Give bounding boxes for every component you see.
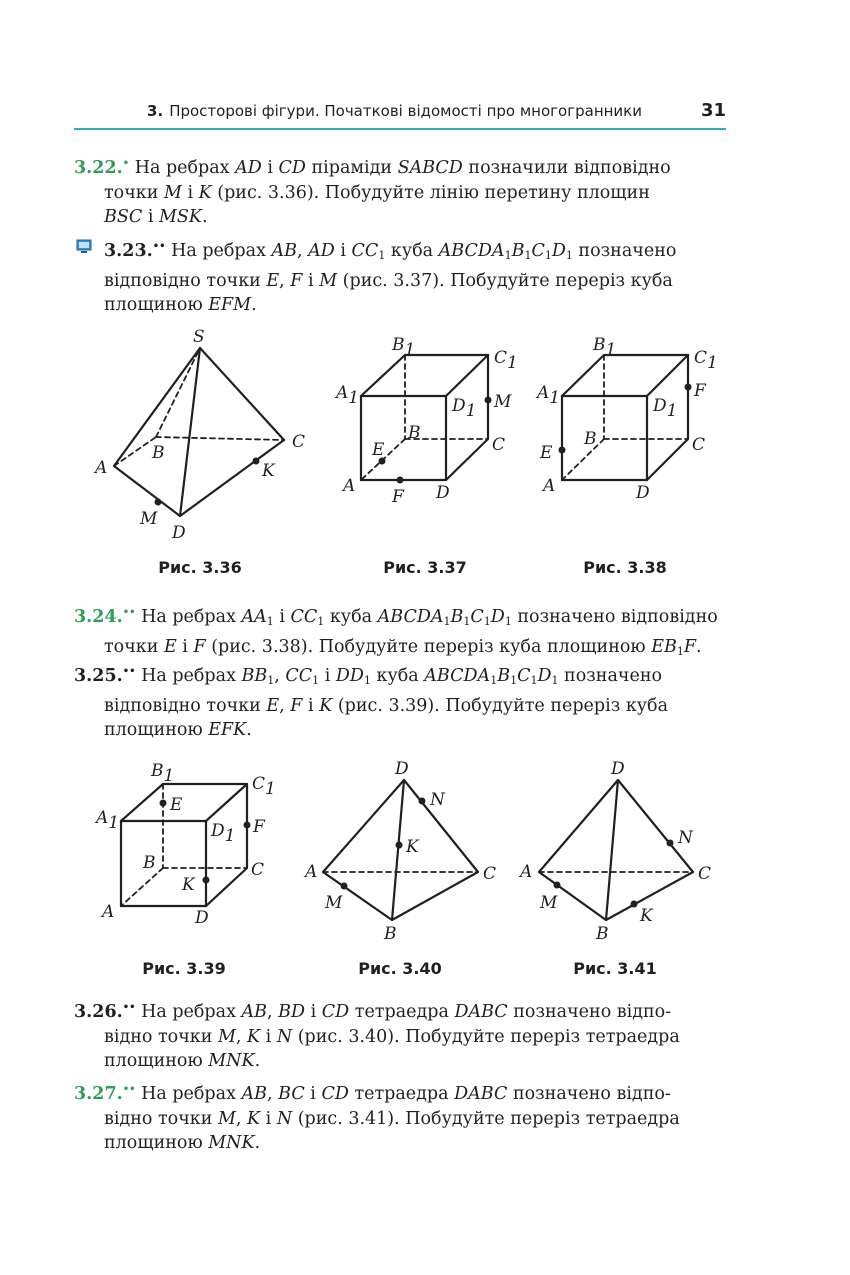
chapter-number: 3. <box>147 102 164 120</box>
label-b1: B1 <box>392 335 416 360</box>
label-f: F <box>392 487 404 507</box>
label-c: C <box>698 864 712 884</box>
problem-line: точки E і F (рис. 3.38). Побудуйте переріз куба площиною $EB_1F$. <box>104 636 702 658</box>
label-a: A <box>343 476 356 496</box>
caption-3-39: Рис. 3.39 <box>142 959 226 978</box>
caption-3-36: Рис. 3.36 <box>158 558 242 577</box>
problem-line: 3.25.•• На ребрах $BB_1$, $CC_1$ і $DD_1$ куба $ABCDA_1B_1C_1D_1$ позначено <box>74 666 663 687</box>
chapter-title-text: Просторові фігури. Початкові відомості про многогранники <box>169 102 642 120</box>
label-d1: D1 <box>452 396 477 421</box>
caption-3-37: Рис. 3.37 <box>383 558 467 577</box>
label-d: D <box>436 483 450 503</box>
label-b1: B1 <box>151 761 175 786</box>
problem-line: точки M і K (рис. 3.36). Побудуйте лінію перетину площин <box>104 182 650 203</box>
label-n: N <box>678 828 693 848</box>
label-n: N <box>430 790 445 810</box>
problem-line: відно точки M, K і N (рис. 3.41). Побудуйте переріз тетраедра <box>104 1108 680 1129</box>
label-d: D <box>636 483 650 503</box>
label-d: D <box>172 523 186 543</box>
label-e: E <box>372 440 385 460</box>
problem-number: 3.23.•• <box>104 241 166 261</box>
problem-number: 3.25.•• <box>74 666 136 686</box>
label-a: A <box>102 902 115 922</box>
figure-3-39 <box>94 761 276 928</box>
problem-number: 3.26.•• <box>74 1002 136 1022</box>
label-a1: A1 <box>336 383 360 408</box>
label-b: B <box>584 429 597 449</box>
point-k <box>631 901 638 908</box>
problem-number: 3.22.• <box>74 158 130 178</box>
caption-3-40: Рис. 3.40 <box>358 959 442 978</box>
label-s: S <box>193 327 205 347</box>
label-k: K <box>262 461 275 481</box>
caption-3-38: Рис. 3.38 <box>583 558 667 577</box>
label-c1: C1 <box>252 774 276 799</box>
label-b: B <box>384 924 397 944</box>
problem-line: 3.26.•• На ребрах AB, BD і CD тетраедра DABC позначено відпо- <box>74 1002 672 1022</box>
problem-line: BSC і MSK. <box>104 207 208 227</box>
problem-line: площиною EFK. <box>104 720 252 740</box>
label-c: C <box>251 860 265 880</box>
label-c: C <box>292 432 306 452</box>
label-a1: A1 <box>537 383 561 408</box>
problem-line: відно точки M, K і N (рис. 3.40). Побудуйте переріз тетраедра <box>104 1026 680 1047</box>
problem-line: 3.23.•• На ребрах AB, AD і $CC_1$ куба $ABCDA_1B_1C_1D_1$ позначено <box>104 241 677 262</box>
problem-line: відповідно точки E, F і K (рис. 3.39). Побудуйте переріз куба <box>104 695 669 716</box>
label-b: B <box>408 423 421 443</box>
problem-line: площиною MNK. <box>104 1133 261 1153</box>
label-c: C <box>492 435 506 455</box>
label-d1: D1 <box>653 396 678 421</box>
problem-line: відповідно точки E, F і M (рис. 3.37). Побудуйте переріз куба <box>104 270 673 291</box>
label-m: M <box>540 893 558 913</box>
point-k <box>396 842 403 849</box>
label-m: M <box>325 893 343 913</box>
label-f: F <box>253 817 265 837</box>
point-m <box>554 882 561 889</box>
label-a: A <box>520 862 533 882</box>
label-b: B <box>152 443 165 463</box>
label-d: D <box>611 759 625 779</box>
label-d1: D1 <box>211 821 236 846</box>
label-b: B <box>596 924 609 944</box>
caption-3-41: Рис. 3.41 <box>573 959 657 978</box>
label-a: A <box>95 458 108 478</box>
label-c: C <box>692 435 706 455</box>
label-k: K <box>406 837 419 857</box>
problem-number: 3.24.•• <box>74 607 136 627</box>
label-c: C <box>483 864 497 884</box>
problem-3-27 <box>74 1078 726 1156</box>
problem-line: площиною EFM. <box>104 295 257 315</box>
point-f <box>244 822 251 829</box>
label-k: K <box>182 875 195 895</box>
label-c1: C1 <box>494 348 518 373</box>
label-a: A <box>305 862 318 882</box>
problem-line: площиною MNK. <box>104 1051 261 1071</box>
label-m: M <box>494 392 512 412</box>
label-e: E <box>170 795 183 815</box>
point-n <box>667 840 674 847</box>
figure-3-41 <box>518 759 711 944</box>
problem-line: 3.27.•• На ребрах AB, BC і CD тетраедра DABC позначено відпо- <box>74 1084 671 1104</box>
page-number: 31 <box>700 100 726 121</box>
label-a: A <box>543 476 556 496</box>
label-e: E <box>540 443 553 463</box>
label-d: D <box>395 759 409 779</box>
label-f: F <box>694 381 706 401</box>
problem-line: 3.24.•• На ребрах $AA_1$ і $CC_1$ куба $ABCDA_1B_1C_1D_1$ позначено відповідно <box>74 607 718 628</box>
problem-3-26 <box>74 996 726 1074</box>
point-n <box>419 798 426 805</box>
label-a1: A1 <box>96 808 120 833</box>
point-e <box>160 800 167 807</box>
label-c1: C1 <box>694 348 718 373</box>
figure-3-40 <box>303 759 496 944</box>
point-m <box>341 883 348 890</box>
point-k <box>203 877 210 884</box>
label-b: B <box>143 853 156 873</box>
problem-line: 3.22.• На ребрах AD і CD піраміди SABCD позначили відповідно <box>74 158 671 178</box>
label-m: M <box>140 509 158 529</box>
problem-number: 3.27.•• <box>74 1084 136 1104</box>
label-d: D <box>195 908 209 928</box>
label-b1: B1 <box>593 335 617 360</box>
label-k: K <box>640 906 653 926</box>
